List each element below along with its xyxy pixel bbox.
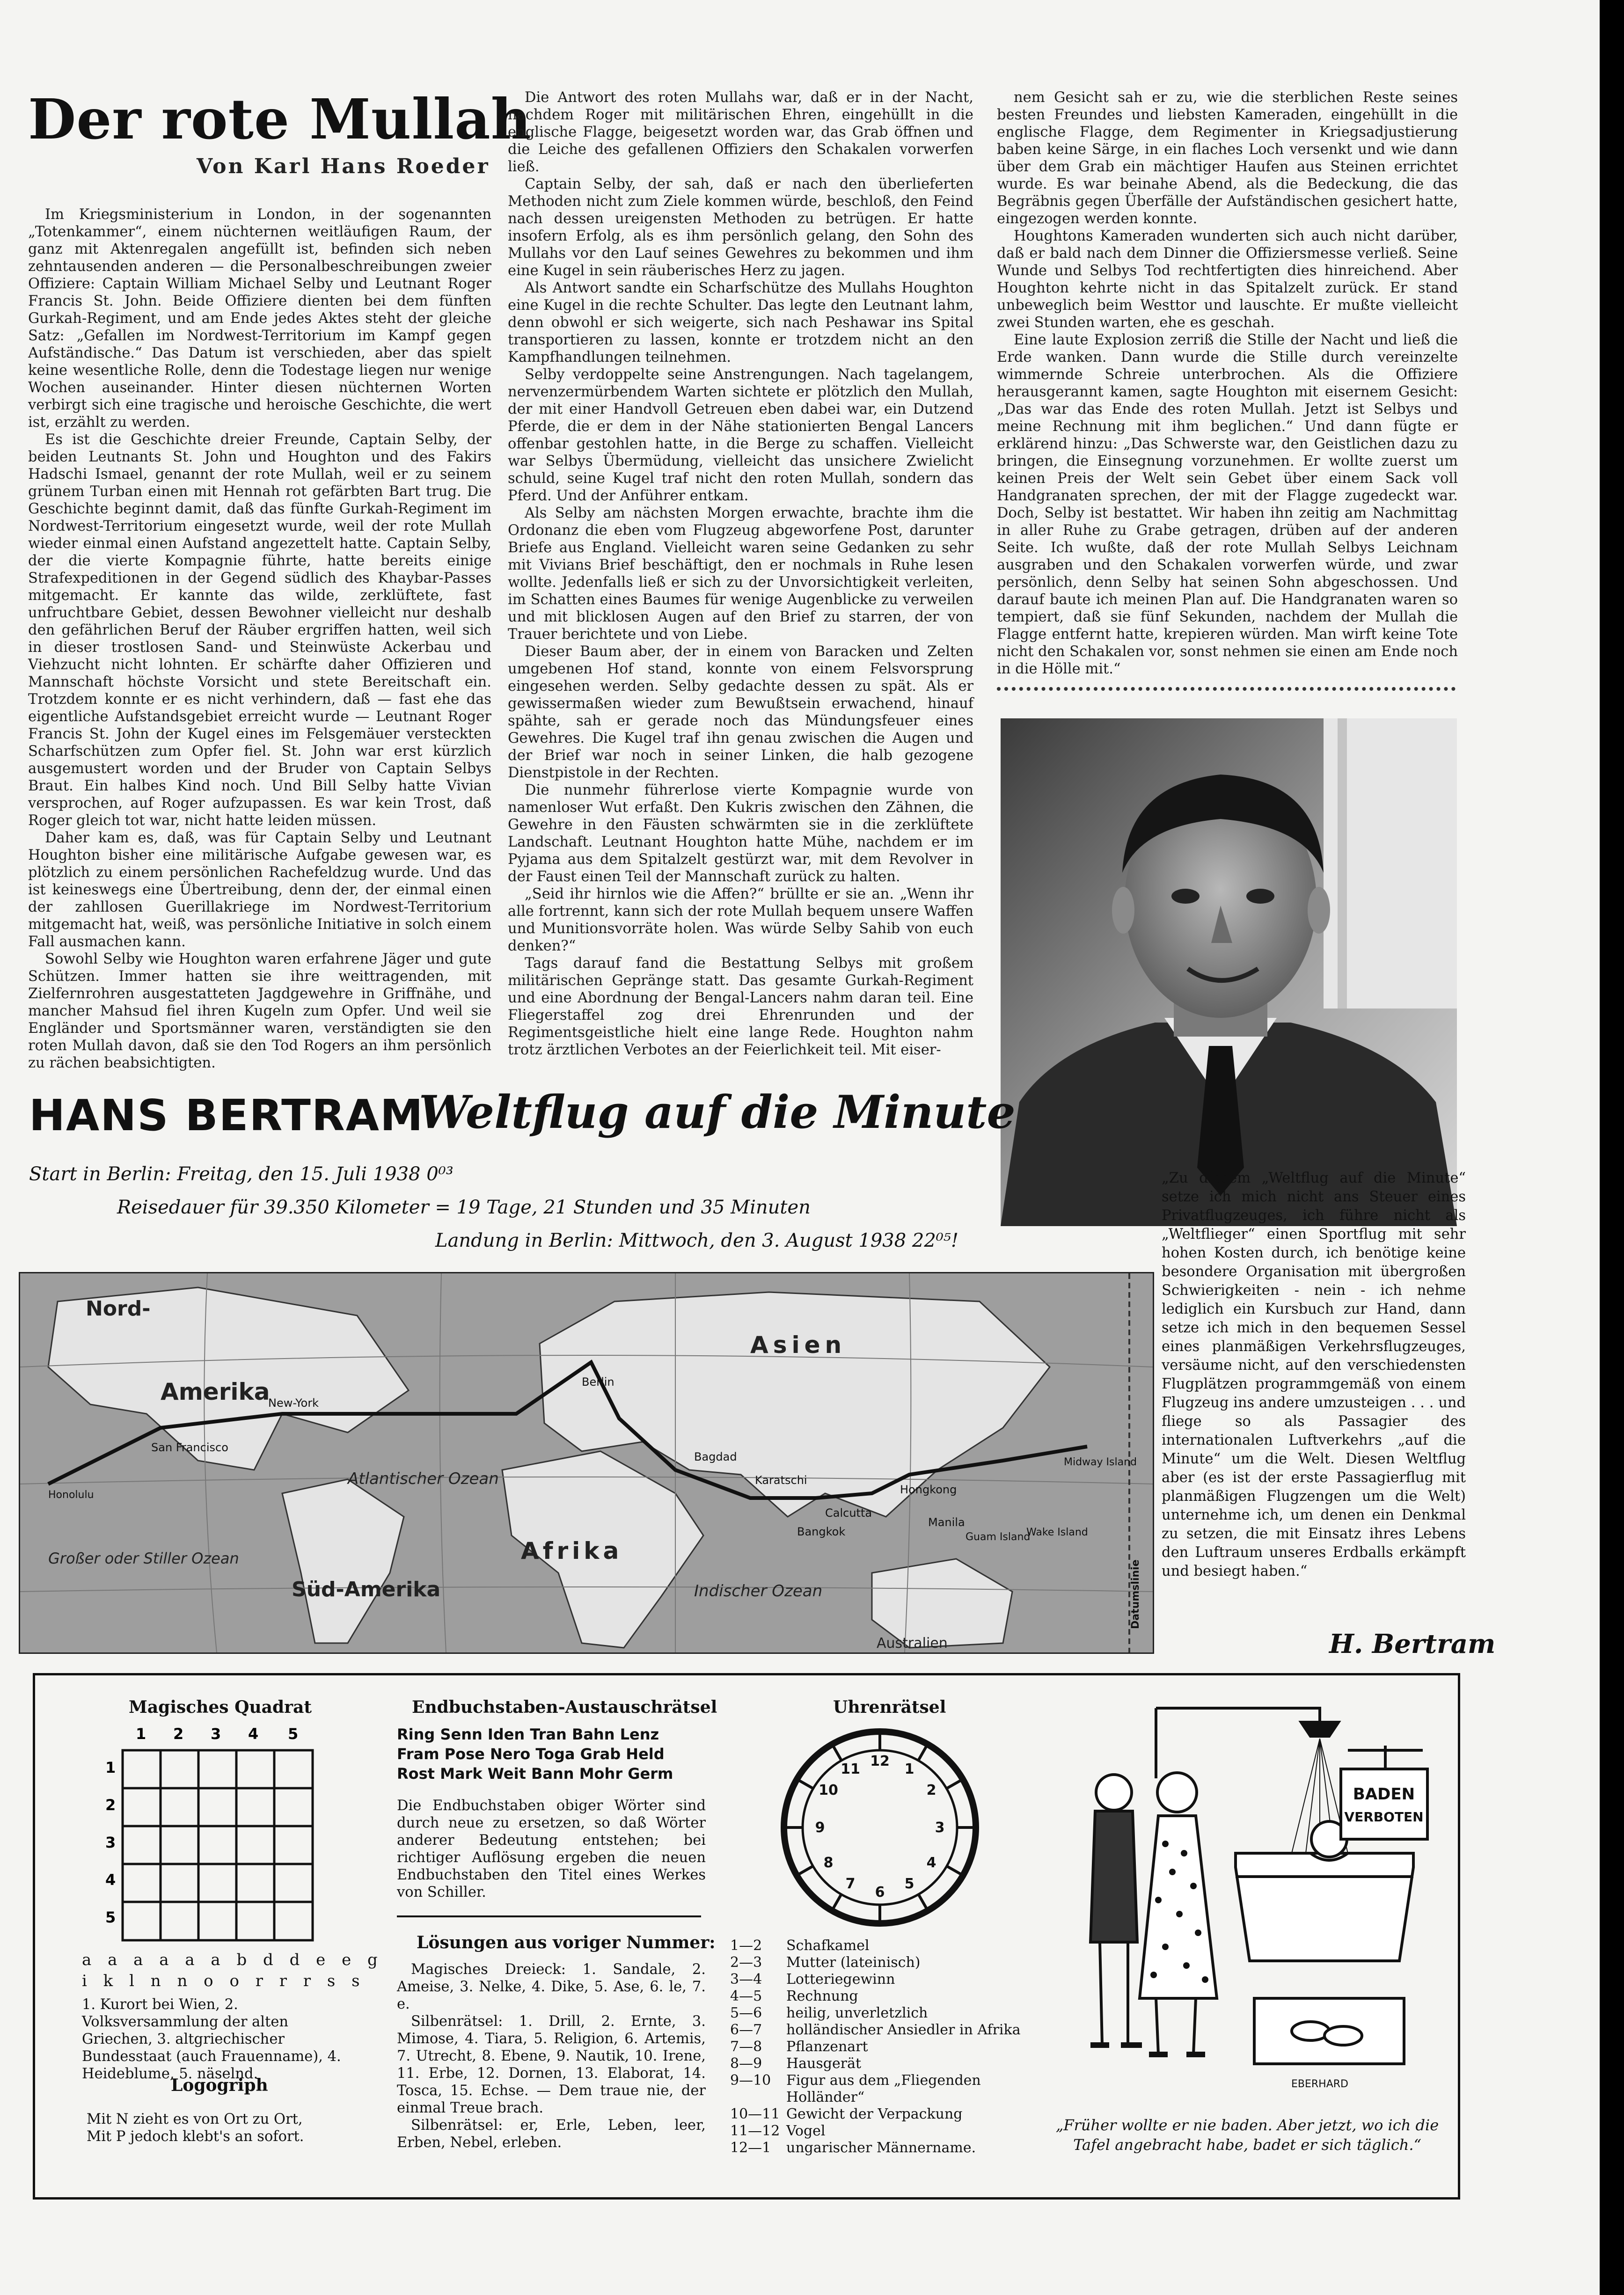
word-row: Fram Pose Nero Toga Grab Held [397,1745,665,1763]
clock-number: 6 [875,1884,885,1900]
clock-number: 1 [904,1761,914,1777]
clock-number: 2 [926,1782,936,1798]
article-column-3 [997,89,1458,681]
uhren-clue-row [730,2140,1048,2156]
map-label: Wake Island [1026,1527,1088,1538]
paragraph: Captain Selby, der sah, daß er nach den überlieferten Methoden nicht zum Ziele kommen würde, beschloß, den Feind nach dessen ureigensten Methoden zu betrügen. Er hatte insofern Erfolg, als es ihm persönlich gelang, den Sohn des Mullahs vor den Lauf seines Gewehres zu bekommen und ihm eine Kugel in sein räuberisches Herz zu jagen. [508,176,973,279]
divider [397,1915,701,1917]
map-label: Hongkong [900,1483,957,1496]
endbuchstaben-description: Die Endbuchstaben obiger Wörter sind durch neue zu ersetzen, so daß Wörter anderer Bedeutung entstehen; bei richtiger Auflösung ergeben die neuen Endbuchstaben den Titel eines Werkes von Schiller. [397,1798,706,1900]
uhren-clue-row [730,1988,1048,2005]
paragraph: Houghtons Kameraden wunderten sich auch nicht darüber, daß er bald nach dem Dinner die Offiziersmesse verließ. Seine Wunde und Selbys Tod rechtfertigten dies hinreichend. Aber Houghton kehrte nicht in das Spitalzelt zurück. Er stand unbeweglich beim Westtor und lauschte. Er mußte vielleicht zwei Stunden warten, ehe es geschah. [997,228,1458,331]
bath-cartoon [1058,1699,1451,2106]
article-column-1 [28,206,491,1071]
map-label: Midway Island [1064,1456,1137,1468]
map-label: Atlantischer Ozean [348,1469,499,1488]
uhren-clue-row [730,2022,1048,2039]
cartoon-caption: „Früher wollte er nie baden. Aber jetzt, wo ich die Tafel angebracht habe, badet er sich täglich.“ [1055,2116,1439,2154]
clue-text: Pflanzenart [786,2039,868,2055]
artist-name: EBERHARD [1291,2078,1348,2090]
map-label: Nord- [86,1297,151,1321]
quadrat-title: Magisches Quadrat [129,1697,312,1717]
signature: H. Bertram [1329,1629,1496,1659]
clue-text: holländischer Ansiedler in Afrika [786,2022,1021,2038]
logogriph-title: Logogriph [171,2076,268,2095]
clock-number: 11 [841,1761,860,1777]
clock-number: 9 [815,1820,825,1836]
clue-number: 9—10 [730,2072,771,2089]
paragraph: Selby verdoppelte seine Anstrengungen. Nach tagelangem, nervenzermürbendem Warten sichtete er plötzlich den Mullah, der mit einer Handvoll Getreuen eben dabei war, ein Dutzend Pferde, die er dem in der Nähe stationierten Bengal Lancers offenbar gestohlen hatte, in die Berge zu schaffen. Vielleicht war Selbys Übermüdung, vielleicht das unsichere Zwielicht schuld, seine Kugel traf nicht den roten Mullah, sondern das Pferd. Und der Anführer entkam. [508,366,973,504]
uhren-title: Uhrenrätsel [833,1697,946,1717]
uhren-clue-row [730,2072,1048,2106]
scan-border [1600,0,1624,2295]
logogriph-line: Mit N zieht es von Ort zu Ort, [87,2111,303,2127]
clock-puzzle [777,1725,983,1930]
article-column-2 [508,89,973,1058]
paragraph: Als Selby am nächsten Morgen erwachte, brachte ihm die Ordonanz die eben vom Flugzeug abgeworfene Post, darunter Briefe aus England. Vielleicht waren seine Gedanken zu sehr mit Vivians Brief beschäftigt, den er nochmals in Ruhe lesen wollte. Jedenfalls ließ er sich zu der Unvorsichtigkeit verleiten, im Schatten eines Baumes für wenige Augenblicke zu verweilen und mit blicklosen Augen auf den Brief zu starren, der von Trauer berichtete und von Liebe. [508,505,973,643]
grid-row-label: 5 [105,1908,116,1926]
bertram-name: HANS BERTRAM [29,1090,424,1140]
uhren-clue-row [730,1954,1048,1971]
map-label: Bangkok [797,1525,846,1538]
clue-number: 10—11 [730,2106,780,2122]
paragraph: Die nunmehr führerlose vierte Kompagnie wurde von namenloser Wut erfaßt. Den Kukris zwischen den Zähnen, die Gewehre in den Fäusten schwärmten sie in die zerklüftete Landschaft. Leutnant Houghton hatte Mühe, nachdem er im Pyjama aus dem Spitalzelt gestürzt war, mit dem Revolver in der Faust einen Teil der Mannschaft zurück zu halten. [508,782,973,885]
uhren-clue-row [730,2055,1048,2072]
loesungen-text [397,1961,706,2151]
magic-square-grid [122,1749,314,1941]
grid-row-label: 3 [105,1834,116,1851]
paragraph: Daher kam es, daß, was für Captain Selby und Leutnant Houghton bisher eine militärische Aufgabe gewesen war, es plötzlich zu einem persönlichen Rachefeldzug wurde. Und das ist keineswegs eine Übertreibung, denn der, der einmal einen der zahllosen Guerillakriege im Nordwest-Territorium mitgemacht hat, weiß, was persönliche Initiative in solch einem Fall ausmachen kann. [28,830,491,950]
paragraph: nem Gesicht sah er zu, wie die sterblichen Reste seines besten Freundes und liebsten Kameraden, eingehüllt in die englische Flagge, dem Regimenter in Kriegsadjustierung baben keine Särge, in ein flaches Loch versenkt und wie dann über dem Grab ein mächtiger Haufen aus Steinen errichtet wurde. Es war beinahe Abend, als die Bedeckung, die das Begräbnis gegen Überfälle der Aufständischen gesichert hatte, eingezogen werden konnte. [997,89,1458,227]
paragraph: Es ist die Geschichte dreier Freunde, Captain Selby, der beiden Leutnants St. John und Houghton und des Fakirs Hadschi Ismael, genannt der rote Mullah, weil er zu seinem grünem Turban einen mit Hennah rot gefärbten Bart trug. Die Geschichte beginnt damit, daß das fünfte Gurkah-Regiment im Nordwest-Territorium eingesetzt wurde, weil der rote Mullah wieder einmal einen Aufstand angezettelt hatte. Captain Selby, der die vierte Kompagnie führte, hatte bereits einige Strafexpeditionen in der Gegend südlich des Khaybar-Passes mitgemacht. Er kannte das wilde, zerklüftete, fast unfruchtbare Gebiet, dessen Bewohner vielleicht nur deshalb den gefährlichen Beruf der Räuber ergriffen hatten, weil sich in dieser trostlosen Sand- und Steinwüste Ackerbau und Viehzucht nicht lohnten. Er schärfte daher Offizieren und Mannschaft höchste Vorsicht und stete Bereitschaft ein. Trotzdem konnte er es nicht verhindern, daß — fast ehe das eigentliche Aufstandsgebiet erreicht wurde — Leutnant Roger Francis St. John der Kugel eines im Felsgemäuer versteckten Scharfschützen zum Opfer fiel. St. John war erst kürzlich ausgemustert worden und der Bruder von Captain Selbys Braut. Ein halbes Kind noch. Und Bill Selby hatte Vivian versprochen, auf Roger aufzupassen. Es war kein Trost, daß Roger gleich tot war, nicht hatte leiden müssen. [28,431,491,829]
dotted-divider [997,687,1456,691]
clock-number: 3 [935,1820,945,1836]
clue-text: Gewicht der Verpackung [786,2106,963,2122]
clock-number: 7 [845,1876,856,1892]
solution-silben1: Silbenrätsel: 1. Drill, 2. Ernte, 3. Mimose, 4. Tiara, 5. Religion, 6. Artemis, 7. Utrecht, 8. Ebene, 9. Nautik, 10. Irene, 11. Erbe, 12. Dornen, 13. Elaborat, 14. Tosca, 15. Echse. — Dem traue nie, der einmal Treue brach. [397,2013,706,2116]
portrait-image [1001,718,1457,1226]
clue-text: Vogel [786,2123,826,2139]
paragraph: Dieser Baum aber, der in einem von Baracken und Zelten umgebenen Hof stand, konnte von einem Felsvorsprung eingesehen werden. Selby gedachte dessen zu spät. Als er gewissermaßen wieder zum Bewußtsein erwachend, hinauf spähte, sah er gerade noch das Mündungsfeuer eines Gewehres. Die Kugel traf ihn genau zwischen die Augen und der Brief war noch in seiner Linken, die halb gezogene Dienstpistole in der Rechten. [508,643,973,781]
clock-number: 12 [870,1753,890,1769]
clue-number: 7—8 [730,2039,762,2055]
clue-number: 11—12 [730,2123,780,2139]
uhren-clues [730,1937,1048,2156]
map-label: Afrika [521,1537,623,1564]
clue-text: Hausgerät [786,2055,862,2072]
clue-text: Lotteriegewinn [786,1971,895,1988]
uhren-clue-row [730,1937,1048,1954]
world-map-graphic [20,1273,1153,1652]
map-label: San Francisco [151,1441,228,1454]
clock-number: 4 [926,1855,936,1871]
grid-row-label: 4 [105,1871,116,1889]
map-label: Großer oder Stiller Ozean [48,1549,239,1567]
grid-row-label: 2 [105,1796,116,1814]
map-label: Datumslinie [1130,1559,1141,1629]
uhren-clue-row [730,1971,1048,1988]
clue-number: 3—4 [730,1971,762,1988]
word-row: Rost Mark Weit Bann Mohr Germ [397,1765,673,1783]
paragraph: Eine laute Explosion zerriß die Stille der Nacht und ließ die Erde wanken. Dann wurde die Stille durch vereinzelte wimmernde Schreie unterbrochen. Als die Offiziere herausgerannt kamen, sagte Houghton mit eisernem Gesicht: „Das war das Ende des roten Mullah. Jetzt ist Selbys und meine Rechnung mit ihm beglichen.“ Und dann fügte er erklärend hinzu: „Das Schwerste war, den Geistlichen dazu zu bringen, die Einsegnung vorzunehmen. Er wollte zuerst um keinen Preis der Welt sein Gebet über einem Sack voll Handgranaten sprechen, der mit der Flagge zugedeckt war. Doch, Selby ist bestattet. Wir haben ihn zeitig am Nachmittag in aller Ruhe zu Grabe getragen, drüben auf der anderen Seite. Ich wußte, daß der rote Mullah Selbys Leichnam ausgraben und den Schakalen vorwerfen würde, und zwar persönlich, denn Selby hat seinen Sohn abgeschossen. Und darauf baute ich meinen Plan auf. Die Handgranaten waren so tempiert, daß sie fünf Sekunden, nachdem der Mullah die Flagge entfernt hatte, krepieren würden. Man wirft keine Tote nicht den Schakalen vor, sonst nehmen sie einen am Ende noch in die Hölle mit.“ [997,332,1458,677]
map-label: New-York [268,1396,319,1410]
bertram-quote [1162,1169,1466,1581]
map-label: Asien [750,1331,847,1359]
logogriph-text [87,2111,367,2145]
clue-text: Figur aus dem „Fliegenden Holländer“ [786,2072,981,2105]
grid-col-label: 4 [248,1725,259,1743]
clue-text: heilig, unverletzlich [786,2005,928,2021]
clue-number: 4—5 [730,1988,762,2004]
paragraph: Tags darauf fand die Bestattung Selbys mit großem militärischen Gepränge statt. Das gesamte Gurkah-Regiment und eine Abordnung der Bengal-Lancers nahm daran teil. Eine Fliegerstaffel zog drei Ehrenrunden und der Regimentsgeistliche hielt eine lange Rede. Houghton nahm trotz ärztlichen Verbotes an der Feierlichkeit teil. Mit eiser- [508,955,973,1058]
endbuchstaben-text [397,1797,706,1901]
clue-text: Mutter (lateinisch) [786,1954,921,1971]
solution-dreieck: Magisches Dreieck: 1. Sandale, 2. Ameise, 3. Nelke, 4. Dike, 5. Ase, 6. le, 7. e. [397,1961,706,2012]
sign-text: VERBOTEN [1344,1809,1424,1825]
uhren-clue-row [730,2005,1048,2022]
map-label: Calcutta [825,1506,872,1520]
map-label: Süd-Amerika [292,1578,441,1601]
endbuchstaben-words [397,1725,715,1783]
clue-text: ungarischer Männername. [786,2140,976,2156]
clue-number: 8—9 [730,2055,762,2072]
uhren-clue-row [730,2106,1048,2123]
quadrat-clue-text: 1. Kurort bei Wien, 2. Volksversammlung der alten Griechen, 3. altgriechischer Bundesstaat (auch Frauenname), 4. Heideblume, 5. näselnd. [82,1996,341,2082]
portrait-photo [1001,718,1457,1226]
flight-landing: Landung in Berlin: Mittwoch, den 3. August 1938 22⁰⁵! [435,1230,958,1251]
clue-number: 12—1 [730,2140,771,2156]
clock-number: 8 [823,1855,834,1871]
flight-start: Start in Berlin: Freitag, den 15. Juli 1938 0⁰³ [29,1163,454,1185]
uhren-clue-row [730,2039,1048,2055]
endbuchstaben-title: Endbuchstaben-Austauschrätsel [412,1697,717,1717]
paragraph: Als Antwort sandte ein Scharfschütze des Mullahs Houghton eine Kugel in die rechte Schulter. Das legte den Leutnant lahm, denn obwohl er sich weigerte, sich nach Peshawar ins Spital transportieren zu lassen, konnte er trotzdem nicht an den Kampfhandlungen teilnehmen. [508,280,973,365]
grid-col-label: 2 [173,1725,184,1743]
map-label: Bagdad [694,1450,737,1463]
quote-text: „Zu diesem „Weltflug auf die Minute“ setze ich mich nicht ans Steuer eines Privatflugzeuges, ich führe nicht als „Weltflieger“ einen Sportflug mit sehr hohen Kosten durch, ich benötige keine besondere Organisation mit übergroßen Schwierigkeiten - nein - ich nehme lediglich ein Kursbuch zur Hand, dann setze ich mich in den bequemen Sessel eines planmäßigen Verkehrsflugzeuges, versäume nicht, auf den verschiedensten Flugplätzen programmgemäß von einem Flugzeug ins andere umzusteigen . . . und fliege so als Passagier des internationalen Luftverkehrs „auf die Minute“ um die Welt. Diesen Weltflug aber (es ist der erste Passagierflug mit planmäßigen Flugzengen um die Welt) unternehme ich, um denen ein Denkmal zu setzen, die mit Einsatz ihres Lebens den Luftraum unseres Erdballs erkämpft und besiegt haben.“ [1162,1170,1466,1579]
clue-number: 6—7 [730,2022,762,2038]
grid-col-label: 1 [136,1725,146,1743]
clue-number: 5—6 [730,2005,762,2021]
clue-text: Rechnung [786,1988,858,2004]
map-label: Karatschi [755,1474,807,1487]
clue-number: 1—2 [730,1937,762,1954]
loesungen-title: Lösungen aus voriger Nummer: [417,1933,716,1952]
map-label: Guam Island [966,1531,1031,1543]
logogriph-line: Mit P jedoch klebt's an sofort. [87,2128,304,2145]
map-label: Australien [877,1635,948,1652]
quadrat-letters: i k l n n o o r r r s s [82,1972,366,1990]
quadrat-letters: a a a a a a b d d e e g [82,1951,383,1969]
clue-text: Schafkamel [786,1937,870,1954]
weltflug-title: Weltflug auf die Minute [419,1086,1016,1139]
map-label: Manila [928,1516,965,1529]
world-map [19,1272,1154,1654]
article-title: Der rote Mullah [28,87,532,152]
grid-col-label: 3 [211,1725,221,1743]
clock-number: 10 [819,1782,838,1798]
paragraph: Im Kriegsministerium in London, in der sogenannten „Totenkammer“, einem nüchternen weitläufigen Raum, der ganz mit Aktenregalen angefüllt ist, befinden sich neben zehntausenden anderen — die Personalbeschreibungen zweier Offiziere: Captain William Michael Selby und Leutnant Roger Francis St. John. Beide Offiziere dienten bei dem fünften Gurkah-Regiment, und am Ende jedes Aktes steht der gleiche Satz: „Gefallen im Nordwest-Territorium im Kampf gegen Aufständische.“ Das Datum ist verschieden, aber das spielt keine wesentliche Rolle, denn die Todestage liegen nur wenige Wochen auseinander. Hinter diesen nüchternen Worten verbirgt sich eine tragische und heroische Geschichte, die wert ist, erzählt zu werden. [28,206,491,431]
article-author: Von Karl Hans Roeder [197,154,490,178]
uhren-clue-row [730,2123,1048,2140]
grid-row-label: 1 [105,1759,116,1776]
solution-silben2: Silbenrätsel: er, Erle, Leben, leer, Erben, Nebel, erleben. [397,2117,706,2151]
flight-duration: Reisedauer für 39.350 Kilometer = 19 Tage, 21 Stunden und 35 Minuten [117,1197,811,1218]
grid-col-label: 5 [288,1725,299,1743]
map-label: Berlin [582,1375,614,1389]
paragraph: Die Antwort des roten Mullahs war, daß er in der Nacht, nachdem Roger mit militärischen Ehren, eingehüllt in die englische Flagge, beigesetzt worden war, das Grab öffnen und die Leiche des gefallenen Offiziers den Schakalen vorwerfen ließ. [508,89,973,175]
map-label: Indischer Ozean [694,1582,823,1601]
quadrat-clue [82,1996,358,2083]
map-label: Amerika [161,1378,270,1405]
word-row: Ring Senn Iden Tran Bahn Lenz [397,1725,659,1743]
sign-text: BADEN [1353,1785,1415,1804]
paragraph: „Seid ihr hirnlos wie die Affen?“ brüllte er sie an. „Wenn ihr alle fortrennt, kann sich der rote Mullah bequem unsere Waffen und Munitionsvorräte holen. Was würde Selby Sahib von euch denken?“ [508,886,973,954]
clue-number: 2—3 [730,1954,762,1971]
map-label: Honolulu [48,1489,94,1501]
paragraph: Sowohl Selby wie Houghton waren erfahrene Jäger und gute Schützen. Immer hatten sie ihre weittragenden, mit Zielfernrohren ausgestatteten Jagdgewehre in Griffnähe, und mancher Mahsud fiel ihren Kugeln zum Opfer. Und weil sie Engländer und Sportsmänner waren, verständigten sie den roten Mullah davon, daß sie den Tod Rogers an ihm persönlich zu rächen beabsichtigten. [28,951,491,1071]
clock-number: 5 [904,1876,914,1892]
